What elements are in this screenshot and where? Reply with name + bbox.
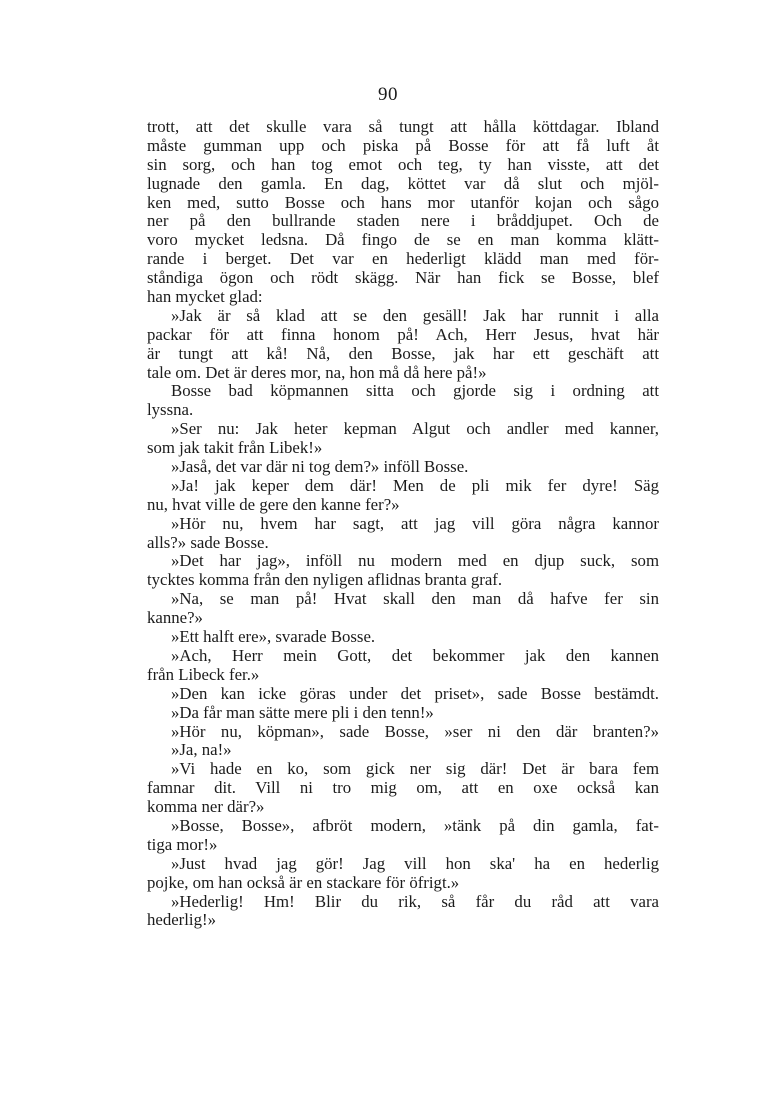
text-line: famnar dit. Vill ni tro mig om, att en oxe också kan xyxy=(147,778,659,798)
text-line: »Vi hade en ko, som gick ner sig där! Det är bara fem xyxy=(171,759,659,779)
text-line: trott, att det skulle vara så tungt att hålla köttdagar. Ibland xyxy=(147,117,659,136)
text-line: »Just hvad jag gör! Jag vill hon ska' ha en hederlig xyxy=(171,853,659,873)
text-line: »Hör nu, hvem har sagt, att jag vill göra några kannor xyxy=(171,513,659,533)
text-line: lugnade den gamla. En dag, köttet var då slut och mjöl- xyxy=(147,173,659,193)
text-line: pojke, om han också är en stackare för öfrigt.» xyxy=(147,872,460,892)
text-line: hederlig!» xyxy=(147,910,216,930)
text-line: är tungt att kå! Nå, den Bosse, jak har ett geschäft att xyxy=(147,343,659,363)
text-line: ken med, sutto Bosse och hans mor utanför kojan och sågo xyxy=(147,192,659,212)
text-line: packar för att finna honom på! Ach, Herr Jesus, hvat här xyxy=(147,324,659,344)
text-line: tiga mor!» xyxy=(147,834,218,854)
text-line: ner på den bullrande staden nere i bråddjupet. Och de xyxy=(147,211,659,231)
text-line: från Libeck fer.» xyxy=(147,664,260,684)
text-line: »Bosse, Bosse», afbröt modern, »tänk på din gamla, fat- xyxy=(171,815,659,835)
text-line: »Ja, na!» xyxy=(171,740,232,760)
text-line: »Na, se man på! Hvat skall den man då hafve fer sin xyxy=(171,589,659,609)
text-line: »Ach, Herr mein Gott, det bekommer jak den kannen xyxy=(171,645,659,665)
text-line: sin sorg, och han tog emot och teg, ty han visste, att det xyxy=(147,154,659,174)
text-line: »Hederlig! Hm! Blir du rik, så får du råd att vara xyxy=(171,891,659,911)
text-line: »Den kan icke göras under det priset», sade Bosse bestämdt. xyxy=(171,683,659,703)
text-line: lyssna. xyxy=(147,400,194,420)
body-text xyxy=(147,118,659,930)
text-line: som jak takit från Libek!» xyxy=(147,438,323,458)
text-line: måste gumman upp och piska på Bosse för att få luft åt xyxy=(147,135,659,155)
text-line: »Jak är så klad att se den gesäll! Jak har runnit i alla xyxy=(171,305,659,325)
text-line: »Det har jag», inföll nu modern med en djup suck, som xyxy=(171,551,659,571)
text-line: tale om. Det är deres mor, na, hon må då here på!» xyxy=(147,362,487,382)
text-line: »Ja! jak keper dem där! Men de pli mik fer dyre! Säg xyxy=(171,475,659,495)
text-line: kanne?» xyxy=(147,608,203,628)
text-line: Bosse bad köpmannen sitta och gjorde sig i ordning att xyxy=(171,381,659,401)
text-line: »Hör nu, köpman», sade Bosse, »ser ni den där branten?» xyxy=(171,721,659,741)
text-line: »Da får man sätte mere pli i den tenn!» xyxy=(171,702,434,722)
text-line: komma ner där?» xyxy=(147,797,265,817)
text-line: tycktes komma från den nyligen aflidnas branta graf. xyxy=(147,570,503,590)
text-line: »Ser nu: Jak heter kepman Algut och andler med kanner, xyxy=(171,419,659,439)
page-number: 90 xyxy=(378,84,398,105)
text-line: ståndiga ögon och rödt skägg. När han fick se Bosse, blef xyxy=(147,268,659,288)
text-line: nu, hvat ville de gere den kanne fer?» xyxy=(147,494,400,514)
text-line: »Jaså, det var där ni tog dem?» inföll Bosse. xyxy=(171,457,469,477)
text-line: alls?» sade Bosse. xyxy=(147,532,269,552)
text-line: »Ett halft ere», svarade Bosse. xyxy=(171,627,376,647)
text-line: han mycket glad: xyxy=(147,287,263,307)
text-line: rande i berget. Det var en hederligt klädd man med för- xyxy=(147,249,659,269)
text-line: voro mycket ledsna. Då fingo de se en man komma klätt- xyxy=(147,230,659,250)
